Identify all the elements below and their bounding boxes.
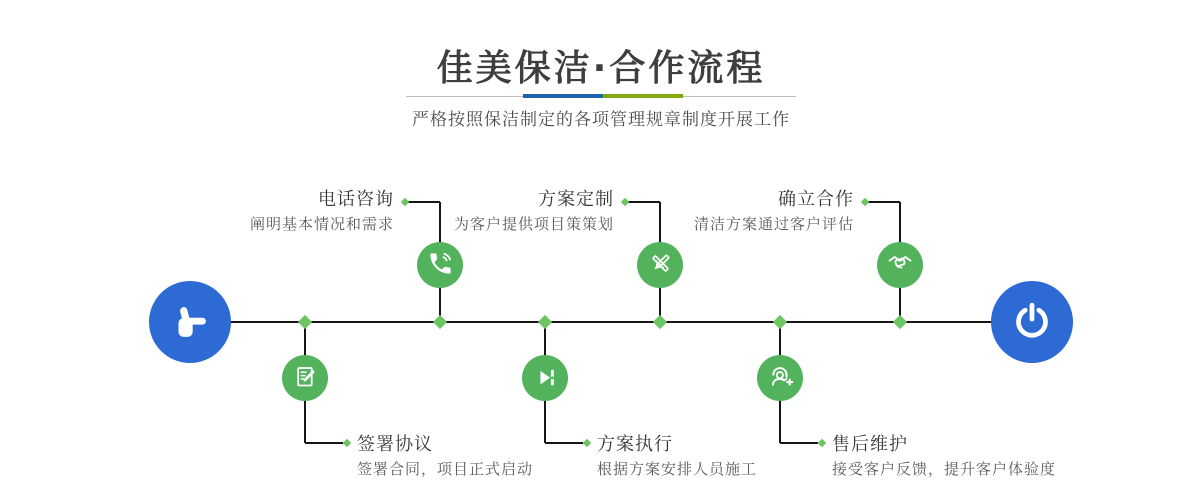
connector-line <box>305 442 343 444</box>
customer-service-icon <box>766 362 794 394</box>
step-title: 签署协议 <box>357 434 433 455</box>
step-label-plan-execution <box>597 433 757 479</box>
step-label-plan-custom <box>454 188 614 234</box>
connector-line <box>780 442 818 444</box>
sign-document-icon <box>292 363 319 394</box>
label-diamond <box>583 439 591 447</box>
connector-line <box>545 442 583 444</box>
step-desc: 根据方案安排人员施工 <box>597 460 758 478</box>
timeline-diamond <box>773 315 787 329</box>
connector-line <box>405 201 440 203</box>
step-title: 方案定制 <box>538 189 614 210</box>
divider-green-segment <box>603 94 683 98</box>
flow-start-circle <box>149 281 231 363</box>
play-icon <box>532 363 559 394</box>
step-title: 方案执行 <box>597 434 673 455</box>
timeline-diamond <box>298 315 312 329</box>
connector-line <box>865 201 900 203</box>
step-circle-phone <box>417 242 463 288</box>
step-desc: 阐明基本情况和需求 <box>249 215 394 233</box>
step-label-phone-consult <box>250 188 394 234</box>
step-label-establish-cooperation <box>694 188 854 234</box>
step-desc: 清洁方案通过客户评估 <box>693 215 854 233</box>
step-circle-execute <box>522 355 568 401</box>
step-title: 确立合作 <box>778 189 854 210</box>
timeline-diamond <box>653 315 667 329</box>
divider-blue-segment <box>523 94 603 98</box>
step-circle-design <box>637 242 683 288</box>
handshake-icon <box>886 249 914 281</box>
flow-end-circle <box>991 281 1073 363</box>
label-diamond <box>401 198 409 206</box>
page-title: 佳美保洁·合作流程 <box>436 48 766 89</box>
timeline-diamond <box>893 315 907 329</box>
step-circle-sign <box>282 355 328 401</box>
step-circle-handshake <box>877 242 923 288</box>
page-subtitle: 严格按照保洁制定的各项管理规章制度开展工作 <box>412 110 790 130</box>
step-desc: 接受客户反馈，提升客户体验度 <box>832 460 1057 478</box>
hand-pointer-icon <box>167 297 213 347</box>
step-label-sign-agreement <box>357 433 533 479</box>
step-desc: 为客户提供项目策策划 <box>453 215 614 233</box>
label-diamond <box>621 198 629 206</box>
step-desc: 签署合同，项目正式启动 <box>357 460 534 478</box>
step-title: 售后维护 <box>832 434 908 455</box>
step-label-after-sales <box>832 433 1056 479</box>
connector-line <box>625 201 660 203</box>
step-circle-support <box>757 355 803 401</box>
timeline-diamond <box>433 315 447 329</box>
timeline-diamond <box>538 315 552 329</box>
power-icon <box>1011 299 1053 345</box>
title-divider <box>406 94 796 99</box>
phone-icon <box>427 250 454 281</box>
label-diamond <box>861 198 869 206</box>
pencil-ruler-icon <box>647 250 674 281</box>
label-diamond <box>343 439 351 447</box>
step-title: 电话咨询 <box>318 189 394 210</box>
label-diamond <box>818 439 826 447</box>
